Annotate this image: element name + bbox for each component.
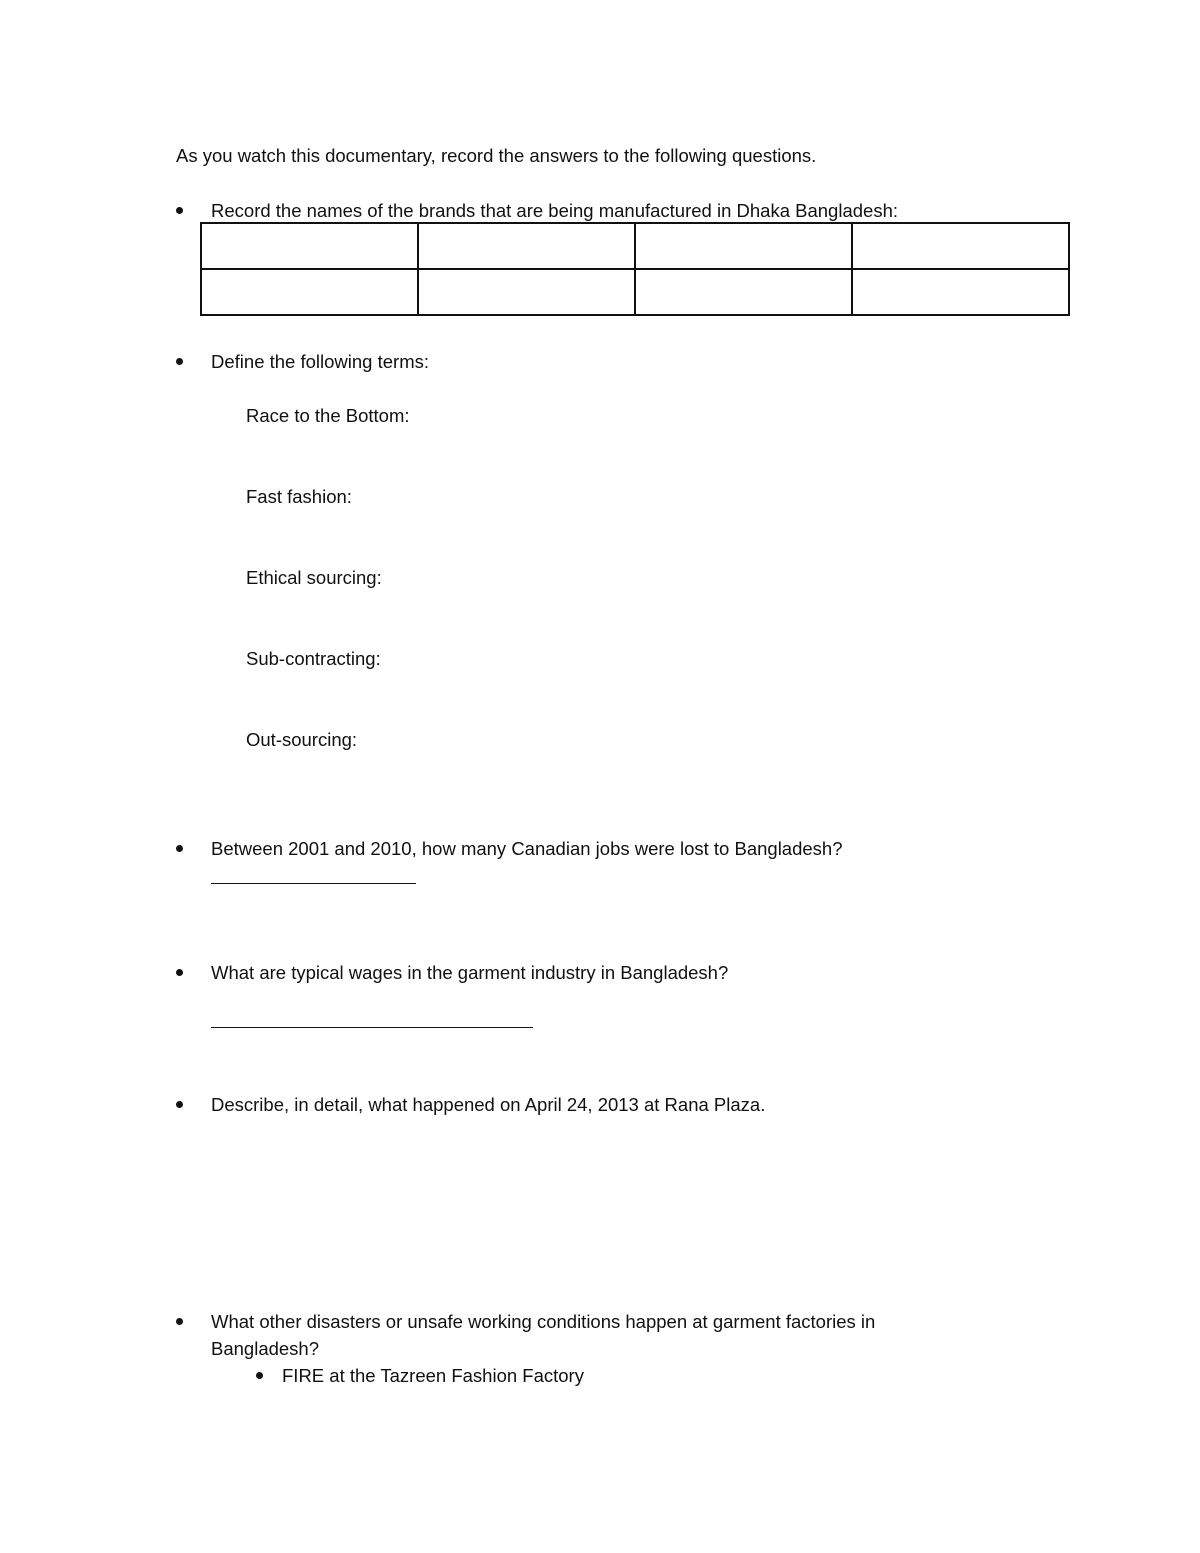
answer-blank-jobs[interactable] — [211, 883, 416, 884]
term-label: Fast fashion: — [246, 486, 352, 507]
brand-cell[interactable] — [852, 223, 1069, 269]
intro-text: As you watch this documentary, record the answers to the following questions. — [176, 145, 817, 166]
sub-bullet-icon — [256, 1372, 263, 1379]
brand-cell[interactable] — [418, 269, 635, 315]
bullet-icon — [176, 845, 183, 852]
brand-cell[interactable] — [635, 223, 852, 269]
table-row — [201, 223, 1069, 269]
question-disasters-line1: What other disasters or unsafe working conditions happen at garment factories in — [211, 1311, 876, 1332]
bullet-icon — [176, 1101, 183, 1108]
question-wages: What are typical wages in the garment industry in Bangladesh? — [211, 962, 729, 983]
table-row — [201, 269, 1069, 315]
question-brands: Record the names of the brands that are being manufactured in Dhaka Bangladesh: — [211, 200, 898, 221]
question-rana-plaza: Describe, in detail, what happened on April 24, 2013 at Rana Plaza. — [211, 1094, 766, 1115]
bullet-icon — [176, 207, 183, 214]
answer-blank-wages[interactable] — [211, 1027, 533, 1028]
brand-cell[interactable] — [201, 269, 418, 315]
term-label: Out-sourcing: — [246, 729, 358, 750]
brands-table — [200, 222, 1070, 316]
term-label: Race to the Bottom: — [246, 405, 410, 426]
bullet-icon — [176, 969, 183, 976]
bullet-icon — [176, 358, 183, 365]
brand-cell[interactable] — [852, 269, 1069, 315]
term-label: Sub-contracting: — [246, 648, 381, 669]
question-define: Define the following terms: — [211, 351, 429, 372]
term-label: Ethical sourcing: — [246, 567, 382, 588]
brand-cell[interactable] — [201, 223, 418, 269]
sub-item-fire: FIRE at the Tazreen Fashion Factory — [282, 1365, 584, 1386]
brand-cell[interactable] — [635, 269, 852, 315]
bullet-icon — [176, 1318, 183, 1325]
question-jobs: Between 2001 and 2010, how many Canadian jobs were lost to Bangladesh? — [211, 838, 843, 859]
brand-cell[interactable] — [418, 223, 635, 269]
question-disasters-line2: Bangladesh? — [211, 1338, 320, 1359]
